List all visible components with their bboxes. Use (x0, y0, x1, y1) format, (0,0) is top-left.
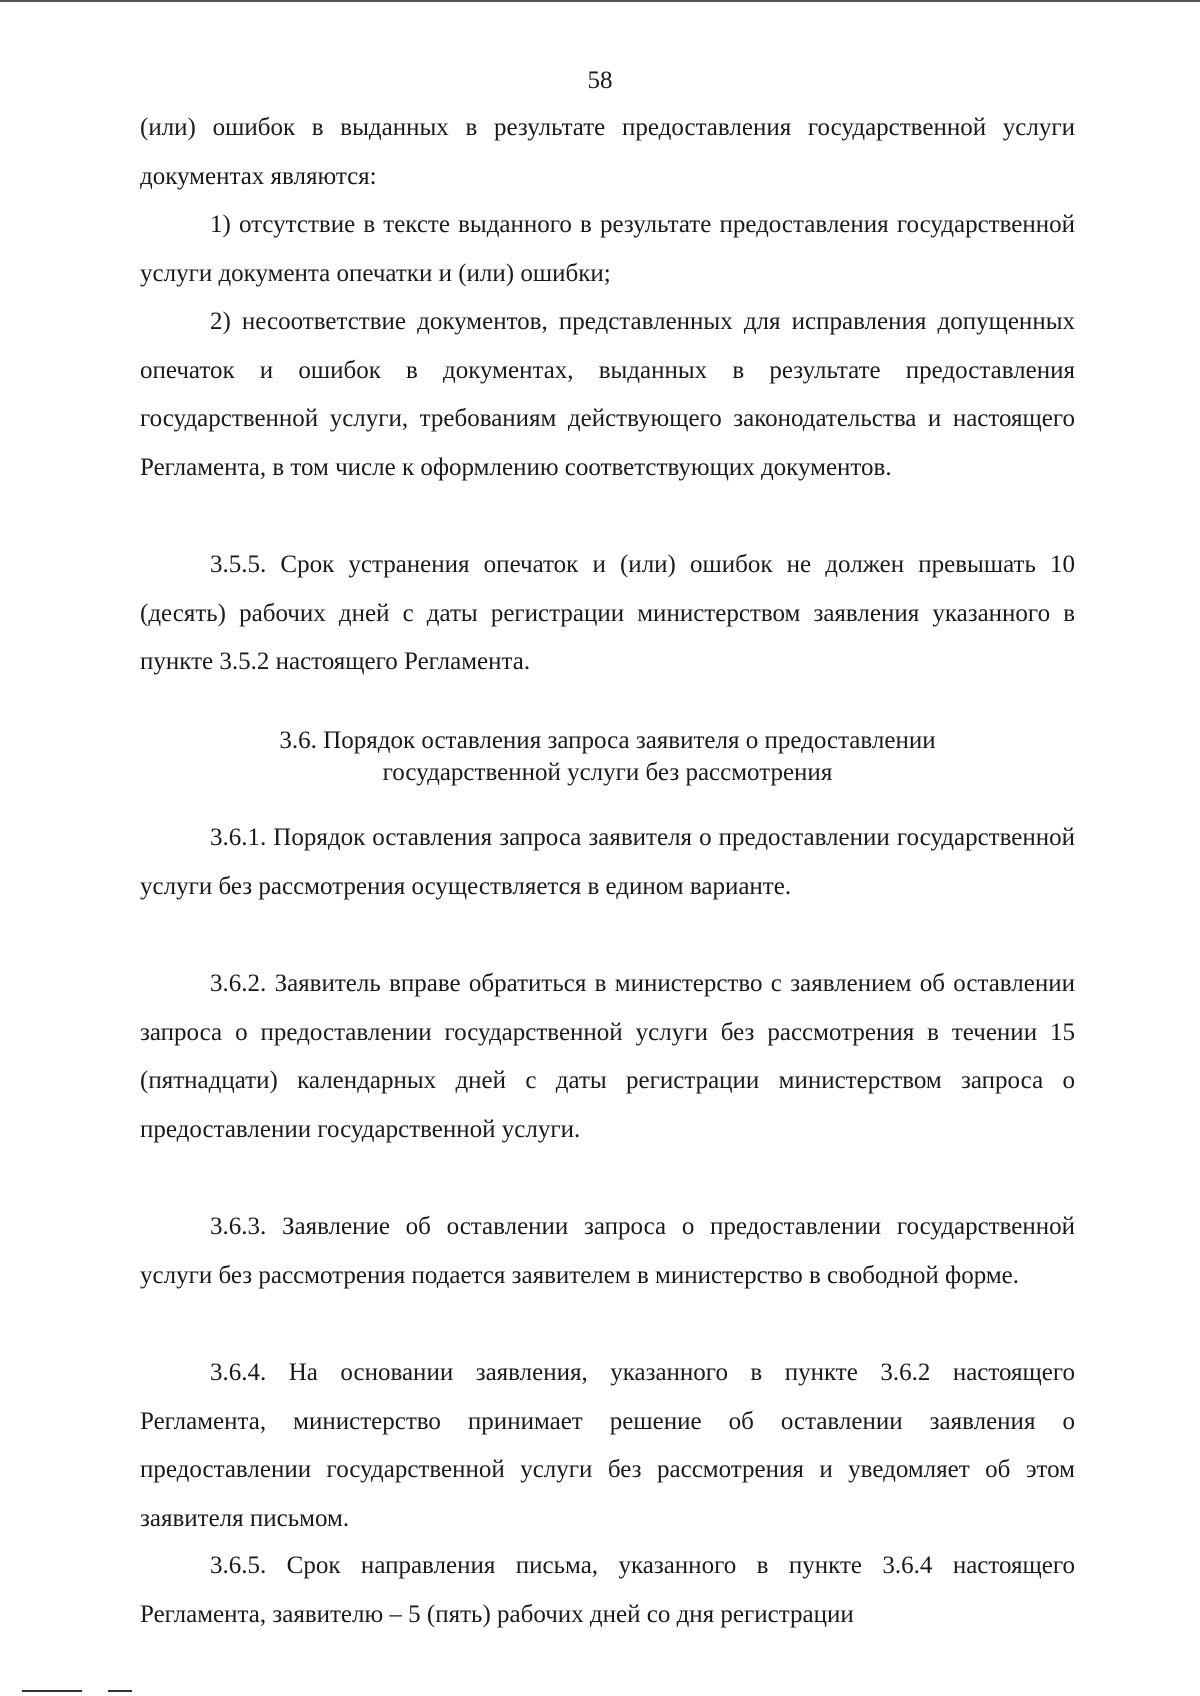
section-heading-3-6 (140, 725, 1075, 789)
paragraph-text: 3.6.5. Срок направления письма, указанного в пункте 3.6.4 настоящего Регламента, заявителю – 5 (пять) рабочих дней со дня регистрации (140, 1552, 1075, 1628)
paragraph-item-2 (140, 298, 1075, 492)
top-rule (0, 0, 1200, 2)
paragraph-3-6-1 (140, 814, 1075, 911)
paragraph-text: 1) отсутствие в тексте выданного в результате предоставления государственной услуги документа опечатки и (или) ошибки; (140, 211, 1075, 287)
section-heading-line-2: государственной услуги без рассмотрения (382, 759, 833, 786)
paragraph-text: 2) несоответствие документов, представленных для исправления допущенных опечаток и ошибок в документах, выданных в результате предоставления государственной услуги, требованиям действующего законодательства и настоящего Регламента, в том числе к оформлению соответствующих документов. (140, 308, 1075, 481)
paragraph-3-6-4 (140, 1349, 1075, 1543)
paragraph-text: 3.6.1. Порядок оставления запроса заявителя о предоставлении государственной услуги без рассмотрения осуществляется в едином варианте. (140, 824, 1075, 900)
section-heading-line-1: 3.6. Порядок оставления запроса заявителя о предоставлении (279, 727, 936, 754)
paragraph-continuation (140, 104, 1075, 201)
paragraph-text: 3.6.4. На основании заявления, указанного в пункте 3.6.2 настоящего Регламента, министерство принимает решение об оставлении заявления о предоставлении государственной услуги без рассмотрения и уведомляет об этом заявителя письмом. (140, 1359, 1075, 1532)
paragraph-3-5-5 (140, 541, 1075, 687)
paragraph-text: 3.5.5. Срок устранения опечаток и (или) ошибок не должен превышать 10 (десять) рабочих дней с даты регистрации министерством заявления указанного в пункте 3.5.2 настоящего Регламента. (140, 551, 1075, 675)
paragraph-text: 3.6.2. Заявитель вправе обратиться в министерство с заявлением об оставлении запроса о предоставлении государственной услуги без рассмотрения в течении 15 (пятнадцати) календарных дней с даты регистрации министерством запроса о предоставлении государственной услуги. (140, 970, 1075, 1143)
paragraph-3-6-5 (140, 1542, 1075, 1639)
paragraph-3-6-2 (140, 960, 1075, 1154)
paragraph-3-6-3 (140, 1203, 1075, 1300)
paragraph-text: (или) ошибок в выданных в результате предоставления государственной услуги документах являются: (140, 114, 1075, 190)
page-number: 58 (587, 67, 613, 94)
scan-edge-mark (108, 1690, 132, 1692)
paragraph-item-1 (140, 201, 1075, 298)
scan-edge-mark (22, 1690, 82, 1692)
paragraph-text: 3.6.3. Заявление об оставлении запроса о предоставлении государственной услуги без рассмотрения подается заявителем в министерство в свободной форме. (140, 1213, 1075, 1289)
